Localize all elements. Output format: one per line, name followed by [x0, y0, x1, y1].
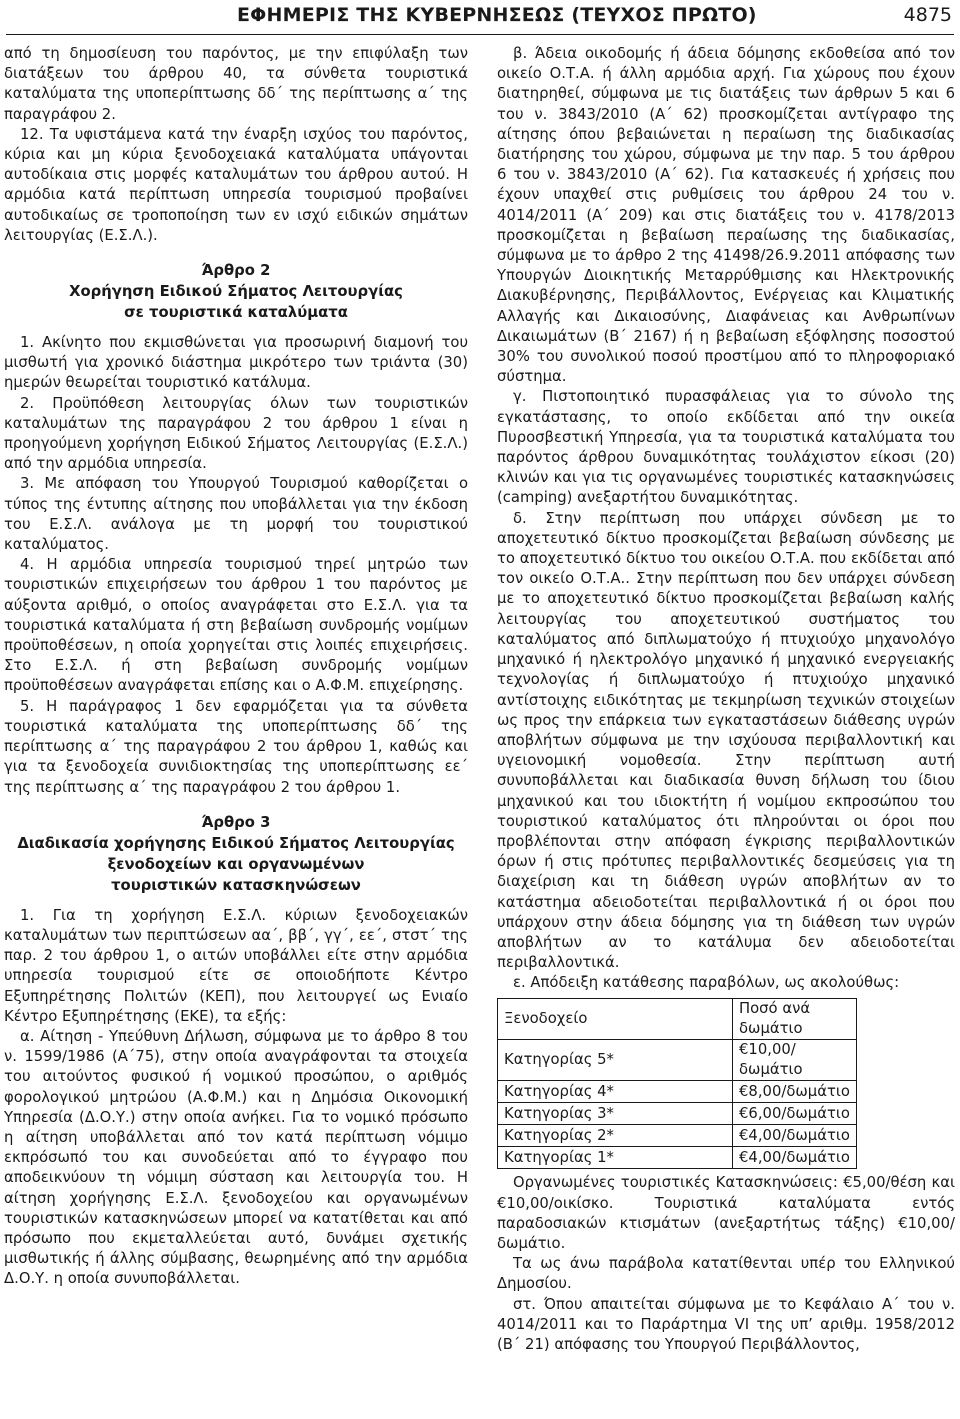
table-header-cell: Ποσό ανά δωμάτιο	[733, 998, 857, 1039]
table-row	[498, 1039, 857, 1080]
gazette-title: ΕΦΗΜΕΡΙΣ ΤΗΣ ΚΥΒΕΡΝΗΣΕΩΣ (ΤΕΥΧΟΣ ΠΡΩΤΟ)	[237, 4, 757, 26]
article-3-heading	[4, 812, 468, 896]
paragraph: α. Αίτηση - Υπεύθυνη Δήλωση, σύμφωνα με το άρθρο 8 του ν. 1599/1986 (Α΄75), στην οποία αναγράφονται τα στοιχεία του αιτούντος φυσικού ή νομικού προσώπου, ο αριθμός φορολογικού μητρώου (Α.Φ.Μ.) και η Δημόσια Οικονομική Υπηρεσία (Δ.Ο.Υ.) στην οποία ανήκει. Για το νομικό πρόσωπο η αίτηση υποβάλλεται από τον κατά περίπτωση νόμιμο εκπρόσωπό του και συνοδεύεται από το έγγραφο που αποδεικνύουν τη νόμιμη σύσταση και λειτουργία του. Η αίτηση χορήγησης Ε.Σ.Λ. ξενοδοχείου και οργανωμένων τουριστικών κατασκηνώσεων μπορεί να κατατίθεται και από πρόσωπο που εκμεταλλεύεται αυτό, δυνάμει σχετικής μισθωτικής ή άλλης σύμβασης, θεωρημένης από την αρμόδια Δ.Ο.Υ. η οποία συνυποβάλλεται.	[4, 1027, 468, 1288]
paragraph: στ. Όπου απαιτείται σύμφωνα με το Κεφάλαιο Α΄ του ν. 4014/2011 και το Παράρτημα VI της υπ’ αριθμ. 1958/2012 (Β΄ 21) απόφασης του Υπουργού Περιβάλλοντος,	[497, 1295, 955, 1353]
paragraph: 1. Για τη χορήγηση Ε.Σ.Λ. κύριων ξενοδοχειακών καταλυμάτων των περιπτώσεων αα΄, ββ΄, γγ΄, εε΄, στστ΄ της παρ. 2 του άρθρου 1, ο αιτών υποβάλλει είτε στην αρμόδια υπηρεσία τουρισμού είτε σε οποιοδήποτε Κέντρο Εξυπηρέτησης Πολιτών (ΚΕΠ), που λειτουργεί ως Ενιαίο Κέντρο Εξυπηρέτησης (ΕΚΕ), τα εξής:	[4, 906, 468, 1025]
header-divider	[6, 34, 954, 35]
table-row	[498, 1103, 857, 1125]
table-row	[498, 1125, 857, 1147]
article-title: τουριστικών κατασκηνώσεων	[111, 876, 361, 894]
paragraph: δ. Στην περίπτωση που υπάρχει σύνδεση με το αποχετευτικό δίκτυο προσκομίζεται βεβαίωση σύνδεσης με το αποχετευτικό δίκτυο του οικείου Ο.Τ.Α. που εκδίδεται από τον οικείο Ο.Τ.Α.. Στην περίπτωση που δεν υπάρχει σύνδεση με το αποχετευτικό δίκτυο προσκομίζεται βεβαίωση καλής λειτουργίας του αποχετευτικού συστήματος του καταλύματος από διπλωματούχο ή πτυχιούχο μηχανολόγο μηχανικό ή ηλεκτρολόγο μηχανικό ή μηχανικό ενεργειακής τεχνολογίας ή διπλωματούχο ή πτυχιούχο μηχανικό αντίστοιχης ειδικότητας με τεκμηρίωση τεχνικών στοιχείων ως προς την επάρκεια των εγκαταστάσεων διάθεσης υγρών αποβλήτων σύμφωνα με την ισχύουσα περιβαλλοντική και υγειονομική νομοθεσία. Στην περίπτωση αυτή συνυποβάλλεται και διαδικασία θυνση δήλωση του ίδιου μηχανικού και του ιδιοκτήτη ή νομίμου εκπροσώπου του τουριστικού καταλύματος ότι πληρούνται οι όροι που προβλέπονται στην απόφαση έγκρισης περιβαλλοντικών όρων ή στις πρότυπες περιβαλλοντικές δεσμεύσεις για τη διαχείριση και τη διάθεση υγρών αποβλήτων αν το κατάστημα αδειοδοτείται περιβαλλοντικά ή οι όροι που υπάρχουν στην άδεια δόμησης για τη διάθεση των υγρών αποβλήτων αν το κατάλυμα δεν αδειοδοτείται περιβαλλοντικά.	[497, 509, 955, 972]
table-cell: €4,00/δωμάτιο	[733, 1147, 857, 1169]
article-number: Άρθρο 3	[201, 813, 271, 831]
article-number: Άρθρο 2	[201, 262, 271, 280]
page-header	[0, 0, 960, 40]
table-cell: €6,00/δωμάτιο	[733, 1103, 857, 1125]
paragraph: 2. Προϋπόθεση λειτουργίας όλων των τουριστικών καταλυμάτων της παραγράφου 2 του άρθρου 1 είναι η προηγούμενη χορήγηση Ειδικού Σήματος Λειτουργίας (Ε.Σ.Λ.) από την αρμόδια υπηρεσία.	[4, 394, 468, 473]
table-cell: Κατηγορίας 2*	[498, 1125, 733, 1147]
paragraph: 1. Ακίνητο που εκμισθώνεται για προσωρινή διαμονή του μισθωτή για χρονικό διάστημα μικρότερο των τριάντα (30) ημερών θεωρείται τουριστικό κατάλυμα.	[4, 334, 468, 392]
table-cell: Κατηγορίας 1*	[498, 1147, 733, 1169]
table-cell: €8,00/δωμάτιο	[733, 1081, 857, 1103]
table-cell: €4,00/δωμάτιο	[733, 1125, 857, 1147]
fees-table	[497, 998, 857, 1170]
paragraph: γ. Πιστοποιητικό πυρασφάλειας για το σύνολο της εγκατάστασης, το οποίο εκδίδεται από την οικεία Πυροσβεστική Υπηρεσία, για τα τουριστικά καταλύματα του παρόντος άρθρου δυναμικότητας τουλάχιστον είκοσι (20) κλινών και για τις οργανωμένες τουριστικές κατασκηνώσεις (camping) ανεξαρτήτου δυναμικότητας.	[497, 388, 955, 507]
article-2-heading	[4, 260, 468, 323]
page-number: 4875	[903, 4, 952, 26]
table-cell: Κατηγορίας 3*	[498, 1103, 733, 1125]
article-title: σε τουριστικά καταλύματα	[124, 304, 348, 322]
table-cell: €10,00/δωμάτιο	[733, 1039, 857, 1080]
article-title: Χορήγηση Ειδικού Σήματος Λειτουργίας	[69, 283, 403, 301]
article-title: ξενοδοχείων και οργανωμένων	[107, 855, 365, 873]
table-header-cell: Ξενοδοχείο	[498, 998, 733, 1039]
paragraph: 3. Με απόφαση του Υπουργού Τουρισμού καθορίζεται ο τύπος της έντυπης αίτησης που υποβάλλεται για την έκδοση του Ε.Σ.Λ. ανάλογα με τη μορφή του τουριστικού καταλύματος.	[4, 475, 468, 554]
article-title: Διαδικασία χορήγησης Ειδικού Σήματος Λειτουργίας	[17, 834, 455, 852]
paragraph: από τη δημοσίευση του παρόντος, με την επιφύλαξη των διατάξεων του άρθρου 40, τα σύνθετα τουριστικά καταλύματα της υποπερίπτωσης δδ΄ της περίπτωσης α΄ της παραγράφου 2.	[4, 45, 468, 123]
table-cell: Κατηγορίας 4*	[498, 1081, 733, 1103]
table-row	[498, 1081, 857, 1103]
paragraph: ε. Απόδειξη κατάθεσης παραβόλων, ως ακολούθως:	[513, 974, 900, 992]
table-row	[498, 1147, 857, 1169]
paragraph: 5. Η παράγραφος 1 δεν εφαρμόζεται για τα σύνθετα τουριστικά καταλύματα της υποπερίπτωσης δδ΄ της περίπτωσης α΄ της παραγράφου 2 του άρθρου 1, καθώς και για τα ξενοδοχεία συνιδιοκτησίας της υποπερίπτωσης εε΄ της περίπτωσης α΄ της παραγράφου 2 του άρθρου 1.	[4, 697, 468, 796]
paragraph: Οργανωμένες τουριστικές Κατασκηνώσεις: €5,00/θέση και €10,00/οικίσκο. Τουριστικά καταλύματα εντός παραδοσιακών κτισμάτων (ανεξαρτήτως τάξης) €10,00/δωμάτιο.	[497, 1174, 955, 1252]
paragraph: Τα ως άνω παράβολα κατατίθενται υπέρ του Ελληνικού Δημοσίου.	[497, 1255, 955, 1293]
table-cell: Κατηγορίας 5*	[498, 1039, 733, 1080]
paragraph: 12. Τα υφιστάμενα κατά την έναρξη ισχύος του παρόντος, κύρια και μη κύρια ξενοδοχειακά καταλύματα υπάγονται αυτοδίκαια στις μορφές καταλυμάτων του άρθρου αυτού. Η αρμόδια κατά περίπτωση υπηρεσία τουρισμού προβαίνει αυτοδικαίως σε τροποποίηση των εν ισχύ ειδικών σημάτων λειτουργίας (Ε.Σ.Λ.).	[4, 125, 468, 244]
paragraph: 4. Η αρμόδια υπηρεσία τουρισμού τηρεί μητρώο των τουριστικών επιχειρήσεων του άρθρου 1 του παρόντος με αύξοντα αριθμό, ο οποίος αναγράφεται στο Ε.Σ.Λ. για τα τουριστικά καταλύματα ή στη βεβαίωση συνδρομής νομίμων προϋποθέσεων, η οποία χορηγείται στις λοιπές επιχειρήσεις. Στο Ε.Σ.Λ. ή στη βεβαίωση συνδρομής νομίμων προϋποθέσεων αναγράφεται επίσης και ο Α.Φ.Μ. επιχείρησης.	[4, 556, 468, 695]
table-header-row	[498, 998, 857, 1039]
right-column	[497, 44, 955, 1355]
paragraph: β. Άδεια οικοδομής ή άδεια δόμησης εκδοθείσα από τον οικείο Ο.Τ.Α. ή άλλη αρμόδια αρχή. Για χώρους που έχουν διατηρηθεί, σύμφωνα με τις διατάξεις των άρθρων 5 και 6 του ν. 3843/2010 (Α΄ 62) προσκομίζεται αντίγραφο της αίτησης όπου βεβαιώνεται η περαίωση της διαδικασίας διατήρησης του χώρου, σύμφωνα με την παρ. 5 του άρθρου 6 του ν. 3843/2010 (Α΄ 62). Για κατασκευές ή χρήσεις που έχουν υπαχθεί στις ρυθμίσεις του άρθρου 24 του ν. 4014/2011 (Α΄ 209) και στις διατάξεις του ν. 4178/2013 προσκομίζεται η βεβαίωση περαίωσης της διαδικασίας, σύμφωνα με το άρθρο 2 της 41498/26.9.2011 απόφασης των Υπουργών Διοικητικής Μεταρρύθμισης και Ηλεκτρονικής Διακυβέρνησης, Περιβάλλοντος, Ενέργειας και Κλιματικής Αλλαγής και Δικαιοσύνης, Διαφάνειας και Ανθρωπίνων Δικαιωμάτων (Β΄ 2167) ή η βεβαίωση εξόφλησης ποσοστού 30% του συνολικού ποσού προστίμου από το πληροφοριακό σύστημα.	[497, 45, 955, 386]
left-column	[4, 44, 468, 1290]
